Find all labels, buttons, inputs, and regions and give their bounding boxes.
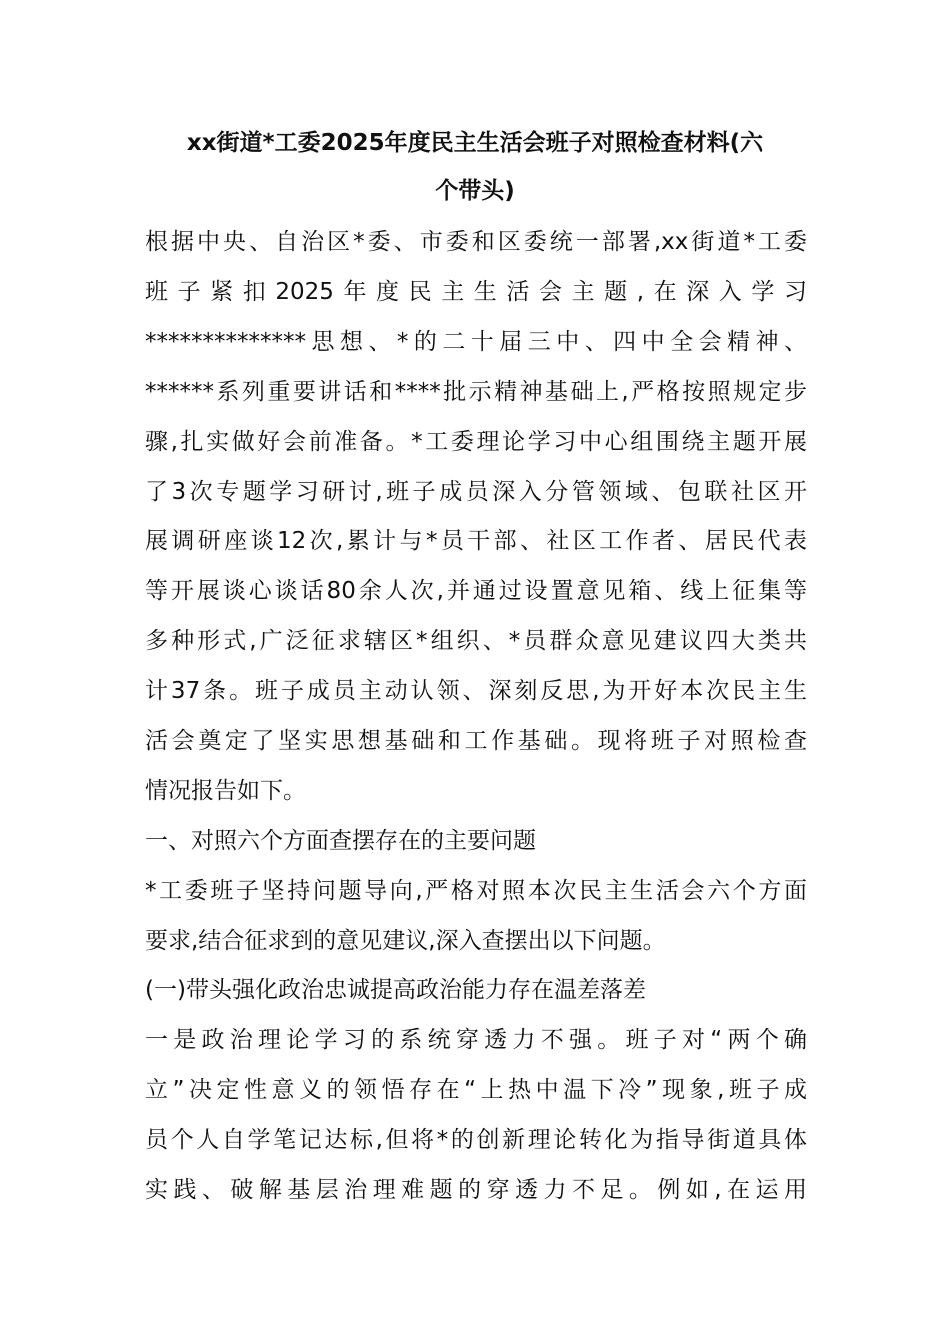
body-line: *工委班子坚持问题导向,严格对照本次民主生活会六个方面 <box>145 878 807 904</box>
body-line: 班子紧扣2025年度民主生活会主题,在深入学习 <box>145 279 807 305</box>
body-line: 立”决定性意义的领悟存在“上热中温下冷”现象,班子成 <box>145 1077 807 1103</box>
body-line: 等开展谈心谈话80余人次,并通过设置意见箱、线上征集等 <box>145 578 807 604</box>
body-line: 根据中央、自治区*委、市委和区委统一部署,xx街道*工委 <box>145 229 807 255</box>
document-title-line-1: xx街道*工委2025年度民主生活会班子对照检查材料(六 <box>186 130 764 156</box>
body-line: 员个人自学笔记达标,但将*的创新理论转化为指导街道具体 <box>145 1127 807 1153</box>
body-line: **************思想、*的二十届三中、四中全会精神、 <box>145 329 807 355</box>
body-line: 骤,扎实做好会前准备。*工委理论学习中心组围绕主题开展 <box>145 429 807 455</box>
body-line: 了3次专题学习研讨,班子成员深入分管领域、包联社区开 <box>145 479 807 505</box>
section-heading: 一、对照六个方面查摆存在的主要问题 <box>145 828 536 854</box>
body-line: 活会奠定了坚实思想基础和工作基础。现将班子对照检查 <box>145 728 807 754</box>
subsection-heading: (一)带头强化政治忠诚提高政治能力存在温差落差 <box>145 977 646 1003</box>
body-line: 实践、破解基层治理难题的穿透力不足。例如,在运用 <box>145 1177 807 1203</box>
body-line: 展调研座谈12次,累计与*员干部、社区工作者、居民代表 <box>145 528 807 554</box>
body-line: 计37条。班子成员主动认领、深刻反思,为开好本次民主生 <box>145 678 807 704</box>
body-line: 要求,结合征求到的意见建议,深入查摆出以下问题。 <box>145 928 666 954</box>
body-line: 情况报告如下。 <box>145 778 306 804</box>
body-line: 多种形式,广泛征求辖区*组织、*员群众意见建议四大类共 <box>145 628 807 654</box>
document-title-line-2: 个带头) <box>435 178 515 204</box>
body-line: ******系列重要讲话和****批示精神基础上,严格按照规定步 <box>145 379 807 405</box>
body-line: 一是政治理论学习的系统穿透力不强。班子对“两个确 <box>145 1027 807 1053</box>
